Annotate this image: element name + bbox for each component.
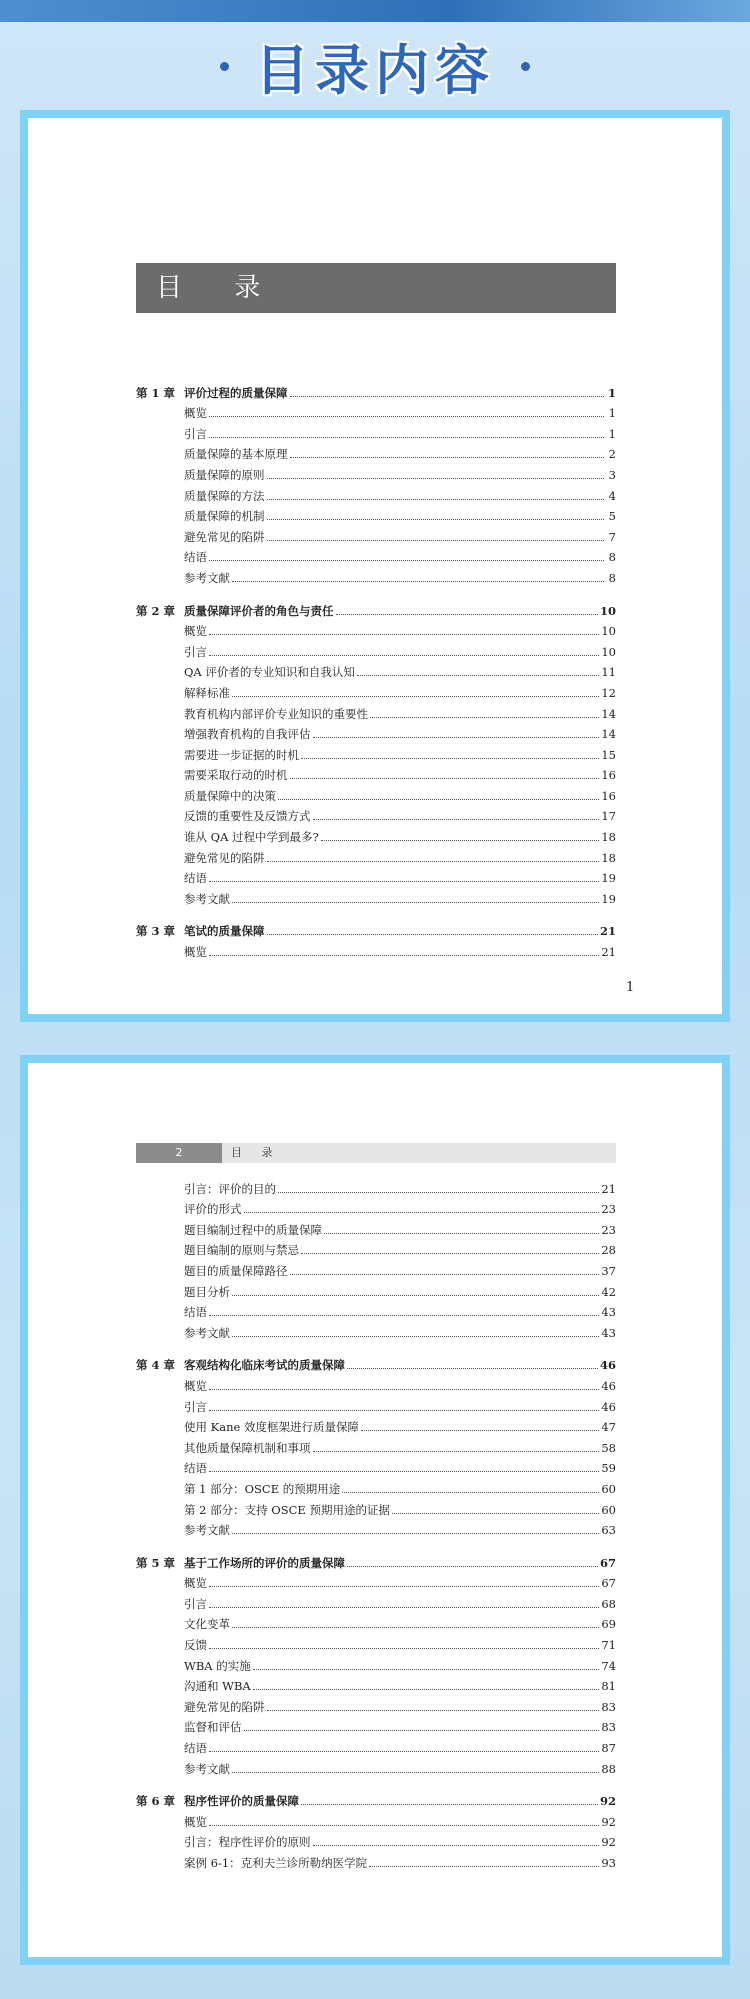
entry-title: 避免常见的陷阱 [184,1699,265,1714]
dot-leader [209,1410,599,1411]
dot-leader [209,955,599,956]
entry-title: QA 评价者的专业知识和自我认知 [184,665,355,680]
toc-section-entry[interactable] [136,462,616,483]
entry-title: 解释标准 [184,685,230,700]
dot-leader [267,861,600,862]
entry-title: 概览 [184,1378,207,1393]
dot-leader [278,799,599,800]
entry-page-number: 88 [601,1761,616,1776]
toc-section-entry[interactable] [136,565,616,586]
entry-page-number: 93 [601,1856,616,1870]
entry-page-number: 16 [601,768,616,783]
dot-leader [209,437,604,438]
dot-leader [301,1253,599,1254]
entry-page-number: 71 [601,1638,616,1653]
entry-title: 引言：程序性评价的原则 [184,1835,311,1850]
toc-chapter-entry[interactable] [136,598,616,619]
dot-leader [209,1751,599,1752]
entry-page-number: 60 [601,1502,616,1517]
dot-leader [209,1586,599,1587]
entry-title: 笔试的质量保障 [184,924,265,939]
running-head-page: 2 [136,1143,222,1163]
running-head-label: 目 录 [231,1146,281,1159]
entry-title: 沟通和 WBA [184,1679,251,1694]
entry-page-number: 81 [601,1679,616,1694]
toc-section-entry[interactable] [136,1518,616,1539]
entry-page-number: 15 [601,747,616,762]
toc-section-entry[interactable] [136,1756,616,1777]
entry-page-number: 92 [601,1814,616,1829]
dot-leader [313,1451,600,1452]
entry-page-number: 21 [601,1181,616,1196]
entry-title: 概览 [184,1814,207,1829]
toc-section-entry[interactable] [136,722,616,743]
toc-section-entry[interactable] [136,639,616,660]
entry-page-number: 18 [601,830,616,845]
toc-list-page-2 [136,1176,616,1871]
dot-leader [301,758,599,759]
toc-section-entry[interactable] [136,1850,616,1871]
entry-page-number: 16 [601,788,616,803]
entry-page-number: 37 [601,1263,616,1278]
dot-leader [232,1533,599,1534]
dot-leader [370,717,599,718]
dot-leader [209,634,599,635]
toc-section-entry[interactable] [136,545,616,566]
toc-section-entry[interactable] [136,483,616,504]
toc-section-entry[interactable] [136,1300,616,1321]
toc-section-entry[interactable] [136,939,616,960]
dot-leader [347,1566,598,1567]
toc-section-entry[interactable] [136,1735,616,1756]
entry-page-number: 12 [601,685,616,700]
toc-gap [136,1777,616,1789]
dot-leader [209,655,599,656]
toc-section-entry[interactable] [136,804,616,825]
entry-page-number: 10 [601,644,616,659]
dot-leader [290,396,605,397]
toc-section-entry[interactable] [136,742,616,763]
dot-leader [244,1730,600,1731]
toc-section-entry[interactable] [136,442,616,463]
toc-section-entry[interactable] [136,660,616,681]
dot-leader [209,560,604,561]
toc-section-entry[interactable] [136,1694,616,1715]
entry-page-number: 87 [601,1741,616,1756]
entry-page-number: 68 [601,1596,616,1611]
entry-title: WBA 的实施 [184,1658,251,1673]
dot-leader [209,416,604,417]
dot-leader [290,1274,600,1275]
toc-gap [136,586,616,598]
toc-section-entry[interactable] [136,1715,616,1736]
entry-title: 题目的质量保障路径 [184,1263,288,1278]
entry-page-number: 83 [601,1699,616,1714]
toc-banner: 目 录 [136,263,616,313]
dot-leader [209,1471,599,1472]
entry-page-number: 2 [608,447,616,462]
dot-leader [357,675,599,676]
chapter-number: 第 4 章 [136,1358,176,1373]
dot-leader [347,1368,598,1369]
entry-page-number: 14 [601,727,616,742]
dot-leader [253,1689,600,1690]
entry-page-number: 46 [601,1399,616,1414]
dot-leader [209,1389,599,1390]
toc-section-entry[interactable] [136,824,616,845]
entry-page-number: 10 [599,603,616,618]
toc-section-entry[interactable] [136,1653,616,1674]
toc-section-entry[interactable] [136,1497,616,1518]
toc-gap [136,1538,616,1550]
entry-title: 结语 [184,550,207,565]
toc-chapter-entry[interactable] [136,380,616,401]
entry-page-number: 74 [601,1658,616,1673]
entry-title: 题目分析 [184,1284,230,1299]
toc-chapter-entry[interactable] [136,919,616,940]
dot-leader [267,519,605,520]
toc-section-entry[interactable] [136,1476,616,1497]
dot-leader [267,478,605,479]
entry-page-number: 23 [601,1202,616,1217]
entry-title: 增强教育机构的自我评估 [184,727,311,742]
toc-section-entry[interactable] [136,680,616,701]
entry-title: 结语 [184,1461,207,1476]
entry-page-number: 1 [607,385,616,400]
entry-title: 程序性评价的质量保障 [184,1794,299,1809]
entry-title: 题目编制过程中的质量保障 [184,1222,322,1237]
chapter-number: 第 1 章 [136,385,176,400]
entry-page-number: 23 [601,1222,616,1237]
entry-page-number: 69 [601,1617,616,1632]
entry-title: 第 1 部分：OSCE 的预期用途 [184,1481,341,1496]
entry-title: 引言：评价的目的 [184,1181,276,1196]
toc-section-entry[interactable] [136,763,616,784]
entry-title: 概览 [184,624,207,639]
toc-section-entry[interactable] [136,1394,616,1415]
entry-title: 概览 [184,945,207,960]
bullet-dot-left [220,62,229,71]
toc-section-entry[interactable] [136,1279,616,1300]
entry-page-number: 18 [601,850,616,865]
entry-title: 引言 [184,1399,207,1414]
entry-page-number: 58 [601,1440,616,1455]
entry-page-number: 21 [599,924,616,939]
entry-title: 其他质量保障机制和事项 [184,1440,311,1455]
page-header [0,26,750,106]
toc-section-entry[interactable] [136,1632,616,1653]
entry-title: 结语 [184,871,207,886]
dot-leader [313,737,600,738]
toc-section-entry[interactable] [136,1830,616,1851]
entry-page-number: 21 [601,945,616,960]
entry-page-number: 59 [601,1461,616,1476]
entry-title: 反馈 [184,1638,207,1653]
entry-page-number: 46 [601,1378,616,1393]
entry-title: 题目编制的原则与禁忌 [184,1243,299,1258]
entry-title: 参考文献 [184,1761,230,1776]
chapter-number: 第 5 章 [136,1555,176,1570]
entry-title: 参考文献 [184,1325,230,1340]
dot-leader [290,457,605,458]
entry-page-number: 1 [608,426,616,441]
toc-section-entry[interactable] [136,1809,616,1830]
entry-title: 质量保障评价者的角色与责任 [184,603,334,618]
toc-list-page-1 [136,380,616,960]
entry-title: 参考文献 [184,570,230,585]
entry-title: 结语 [184,1741,207,1756]
entry-title: 教育机构内部评价专业知识的重要性 [184,706,368,721]
toc-section-entry[interactable] [136,1674,616,1695]
dot-leader [324,1233,599,1234]
dot-leader [209,1648,599,1649]
toc-section-entry[interactable] [136,1571,616,1592]
toc-section-entry[interactable] [136,1320,616,1341]
dot-leader [232,902,599,903]
dot-leader [278,1192,599,1193]
entry-page-number: 43 [601,1305,616,1320]
entry-page-number: 42 [601,1284,616,1299]
entry-title: 引言 [184,426,207,441]
chapter-number: 第 3 章 [136,924,176,939]
entry-page-number: 17 [601,809,616,824]
toc-section-entry[interactable] [136,421,616,442]
toc-section-entry[interactable] [136,524,616,545]
entry-page-number: 28 [601,1243,616,1258]
entry-page-number: 67 [599,1555,616,1570]
entry-title: 评价的形式 [184,1202,242,1217]
entry-title: 谁从 QA 过程中学到最多? [184,830,319,845]
running-head [136,1143,616,1163]
entry-title: 质量保障中的决策 [184,788,276,803]
dot-leader [209,881,599,882]
toc-section-entry[interactable] [136,619,616,640]
entry-page-number: 10 [601,624,616,639]
dot-leader [244,1212,600,1213]
bullet-dot-right [521,62,530,71]
dot-leader [392,1513,599,1514]
entry-page-number: 3 [608,467,616,482]
entry-title: 概览 [184,406,207,421]
entry-page-number: 8 [608,550,616,565]
dot-leader [313,1845,600,1846]
entry-page-number: 60 [601,1481,616,1496]
toc-section-entry[interactable] [136,1435,616,1456]
entry-page-number: 47 [601,1420,616,1435]
entry-title: 文化变革 [184,1617,230,1632]
chapter-number: 第 2 章 [136,603,176,618]
entry-page-number: 63 [601,1523,616,1538]
entry-title: 使用 Kane 效度框架进行质量保障 [184,1420,359,1435]
toc-section-entry[interactable] [136,1217,616,1238]
dot-leader [267,934,598,935]
entry-title: 基于工作场所的评价的质量保障 [184,1555,345,1570]
page-title: 目录内容 [255,38,495,102]
entry-page-number: 5 [608,509,616,524]
dot-leader [301,1804,598,1805]
dot-leader [209,1825,599,1826]
toc-chapter-entry[interactable] [136,1353,616,1374]
entry-page-number: 92 [601,1835,616,1850]
entry-title: 避免常见的陷阱 [184,850,265,865]
dot-leader [290,778,600,779]
entry-page-number: 67 [601,1576,616,1591]
dot-leader [267,1710,600,1711]
dot-leader [232,696,599,697]
toc-page-2 [20,1055,730,1965]
entry-title: 结语 [184,1305,207,1320]
toc-section-entry[interactable] [136,1197,616,1218]
toc-section-entry[interactable] [136,701,616,722]
toc-section-entry[interactable] [136,866,616,887]
entry-page-number: 43 [601,1325,616,1340]
entry-title: 质量保障的方法 [184,488,265,503]
entry-title: 反馈的重要性及反馈方式 [184,809,311,824]
dot-leader [267,499,605,500]
entry-title: 需要进一步证据的时机 [184,747,299,762]
entry-title: 第 2 部分：支持 OSCE 预期用途的证据 [184,1502,390,1517]
toc-section-entry[interactable] [136,1591,616,1612]
entry-page-number: 4 [608,488,616,503]
entry-title: 监督和评估 [184,1720,242,1735]
dot-leader [232,1627,599,1628]
entry-page-number: 1 [608,406,616,421]
entry-page-number: 92 [599,1794,616,1809]
toc-section-entry[interactable] [136,845,616,866]
entry-title: 参考文献 [184,1523,230,1538]
entry-page-number: 19 [601,891,616,906]
toc-section-entry[interactable] [136,401,616,422]
entry-title: 避免常见的陷阱 [184,529,265,544]
dot-leader [321,840,600,841]
toc-section-entry[interactable] [136,504,616,525]
toc-section-entry[interactable] [136,1612,616,1633]
toc-section-entry[interactable] [136,1258,616,1279]
entry-title: 参考文献 [184,891,230,906]
dot-leader [267,540,605,541]
toc-gap [136,1341,616,1353]
entry-title: 案例 6-1：克利夫兰诊所勒纳医学院 [184,1856,368,1870]
entry-page-number: 83 [601,1720,616,1735]
dot-leader [361,1430,599,1431]
toc-section-entry[interactable] [136,1373,616,1394]
toc-page-1 [20,110,730,1022]
top-decorative-band [0,0,750,22]
toc-chapter-entry[interactable] [136,1789,616,1810]
entry-page-number: 46 [599,1358,616,1373]
entry-page-number: 14 [601,706,616,721]
entry-page-number: 11 [601,665,616,680]
entry-page-number: 8 [608,570,616,585]
toc-section-entry[interactable] [136,783,616,804]
entry-title: 质量保障的机制 [184,509,265,524]
dot-leader [232,1295,599,1296]
toc-section-entry[interactable] [136,1238,616,1259]
toc-gap [136,907,616,919]
dot-leader [209,1607,599,1608]
page-number: 1 [626,980,635,995]
entry-title: 引言 [184,1596,207,1611]
toc-chapter-entry[interactable] [136,1550,616,1571]
entry-title: 质量保障的原则 [184,467,265,482]
dot-leader [253,1669,600,1670]
toc-section-entry[interactable] [136,886,616,907]
dot-leader [336,614,598,615]
toc-section-entry[interactable] [136,1415,616,1436]
entry-title: 评价过程的质量保障 [184,385,288,400]
entry-title: 需要采取行动的时机 [184,768,288,783]
entry-title: 客观结构化临床考试的质量保障 [184,1358,345,1373]
dot-leader [209,1315,599,1316]
dot-leader [313,819,600,820]
entry-title: 引言 [184,644,207,659]
entry-page-number: 7 [608,529,616,544]
toc-section-entry[interactable] [136,1456,616,1477]
dot-leader [342,1492,599,1493]
entry-title: 概览 [184,1576,207,1591]
entry-title: 质量保障的基本原理 [184,447,288,462]
toc-section-entry[interactable] [136,1176,616,1197]
dot-leader [232,1336,599,1337]
dot-leader [369,1866,599,1867]
dot-leader [232,581,604,582]
chapter-number: 第 6 章 [136,1794,176,1809]
entry-page-number: 19 [601,871,616,886]
dot-leader [232,1772,599,1773]
